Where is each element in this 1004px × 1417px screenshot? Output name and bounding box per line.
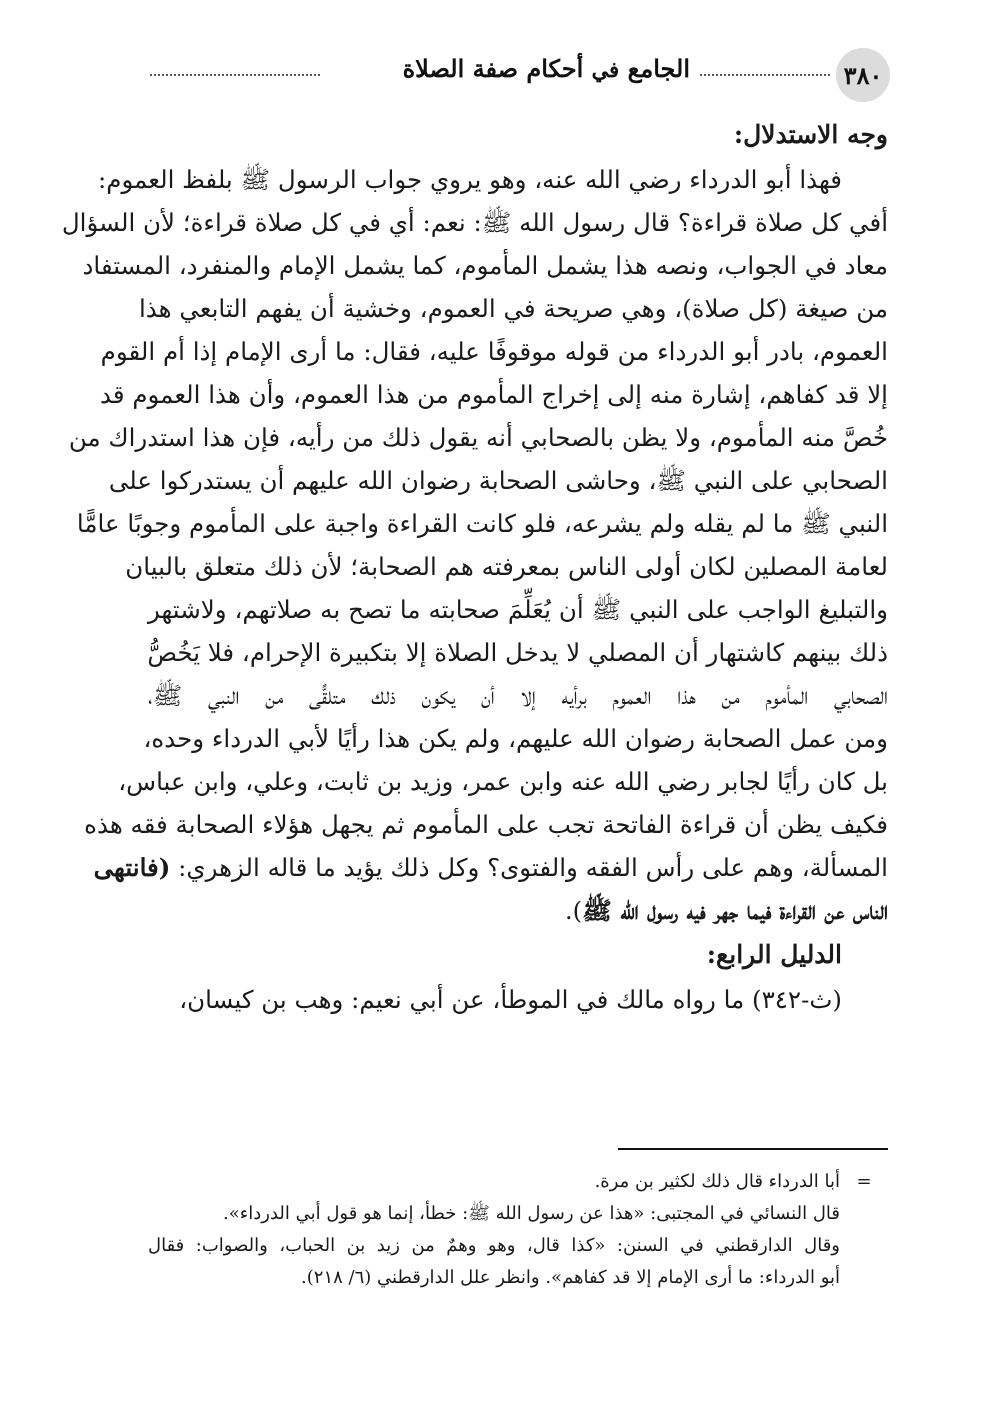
quote-bold-end: الناس عن القراءة فيما جهر فيه رسول الله ﷺ xyxy=(582,896,888,925)
running-title-part2: أحكام صفة الصلاة xyxy=(402,54,592,83)
footnote-line: وقال الدارقطني في السنن: «كذا قال، وهو وهمٌ من زيد بن الحباب، والصواب: فقال xyxy=(148,1235,840,1256)
text-line-zuhri-quote-end xyxy=(148,889,888,932)
text-plain: المسألة، وهم على رأس الفقه والفتوى؟ وكل ذلك يؤيد ما قاله الزهري: xyxy=(170,853,888,882)
running-title xyxy=(403,54,690,83)
section-heading-istidlal: وجه الاستدلال: xyxy=(733,120,888,149)
text-line: النبي ﷺ ما لم يقله ولم يشرعه، فلو كانت القراءة واجبة على المأموم وجوبًا عامًّا xyxy=(76,509,888,538)
text-plain: ). xyxy=(564,896,583,925)
text-line: ذلك بينهم كاشتهار أن المصلي لا يدخل الصلاة إلا بتكبيرة الإحرام، فلا يَخُصُّ xyxy=(147,638,888,667)
text-line: فكيف يظن أن قراءة الفاتحة تجب على المأموم ثم يجهل هؤلاء الصحابة فقه هذه xyxy=(84,810,888,839)
footnote-line xyxy=(148,1166,888,1198)
main-text xyxy=(61,112,888,1021)
text-line: والتبليغ الواجب على النبي ﷺ أن يُعَلِّمَ صحابته ما تصح به صلاتهم، ولاشتهر xyxy=(148,595,888,624)
footnote-separator xyxy=(618,1148,888,1150)
running-title-sub: في xyxy=(591,57,620,82)
text-line: معاد في الجواب، ونصه هذا يشمل المأموم، كما يشمل الإمام والمنفرد، المستفاد xyxy=(82,251,888,280)
quote-bold-start: (فانتهى xyxy=(93,853,171,882)
text-line: العموم، بادر أبو الدرداء من قوله موقوفًا عليه، فقال: ما أرى الإمام إذا أم القوم xyxy=(100,337,888,366)
text-line: الصحابي على النبي ﷺ، وحاشى الصحابة رضوان الله عليهم أن يستدركوا على xyxy=(108,466,888,495)
text-line-zuhri-quote xyxy=(93,846,888,889)
footnote-line: أبو الدرداء: ما أرى الإمام إلا قد كفاهم». وانظر علل الدارقطني (٦/ ٢١٨). xyxy=(301,1267,840,1288)
header-dotted-rule-right xyxy=(700,74,830,76)
text-line: الصحابي المأموم من هذا العموم برأيه إلا أن يكون ذلك متلقًّى من النبي ﷺ، xyxy=(148,681,888,710)
text-line: بل كان رأيًا لجابر رضي الله عنه وابن عمر، وزيد بن ثابت، وعلي، وابن عباس، xyxy=(118,767,888,796)
text-line: فهذا أبو الدرداء رضي الله عنه، وهو يروي جواب الرسول ﷺ بلفظ العموم: xyxy=(98,165,842,194)
footnote-text: أبا الدرداء قال ذلك لكثير بن مرة. xyxy=(594,1171,840,1192)
footnote-text: قال النسائي في المجتبى: «هذا عن رسول الله ﷺ: خطأ، إنما هو قول أبي الدرداء». xyxy=(223,1203,840,1224)
text-line: أفي كل صلاة قراءة؟ قال رسول الله ﷺ: نعم: أي في كل صلاة قراءة؛ لأن السؤال xyxy=(61,208,888,237)
footnote-continuation-marker: = xyxy=(856,1171,872,1192)
page-number-badge xyxy=(836,48,890,102)
section-heading-fourth-evidence: الدليل الرابع: xyxy=(706,940,842,969)
text-line: (ث-٣٤٢) ما رواه مالك في الموطأ، عن أبي نعيم: وهب بن كيسان، xyxy=(179,985,842,1014)
page-number: ٣٨٠ xyxy=(843,60,883,90)
text-line: لعامة المصلين لكان أولى الناس بمعرفته هم الصحابة؛ لأن ذلك متعلق بالبيان xyxy=(125,552,888,581)
running-title-part1: الجامع xyxy=(619,54,690,83)
text-line: ومن عمل الصحابة رضوان الله عليهم، ولم يكن هذا رأيًا لأبي الدرداء وحده، xyxy=(143,724,888,753)
text-line: خُصَّ منه المأموم، ولا يظن بالصحابي أنه يقول ذلك من رأيه، فإن هذا استدراك من xyxy=(68,423,888,452)
header-dotted-rule-left xyxy=(150,74,320,76)
footnote-line xyxy=(148,1198,888,1230)
text-line: من صيغة (كل صلاة)، وهي صريحة في العموم، وخشية أن يفهم التابعي هذا xyxy=(138,294,888,323)
text-line: إلا قد كفاهم، إشارة منه إلى إخراج المأموم من هذا العموم، وأن هذا العموم قد xyxy=(99,380,888,409)
page-header xyxy=(140,46,890,102)
footnotes xyxy=(148,1166,888,1294)
